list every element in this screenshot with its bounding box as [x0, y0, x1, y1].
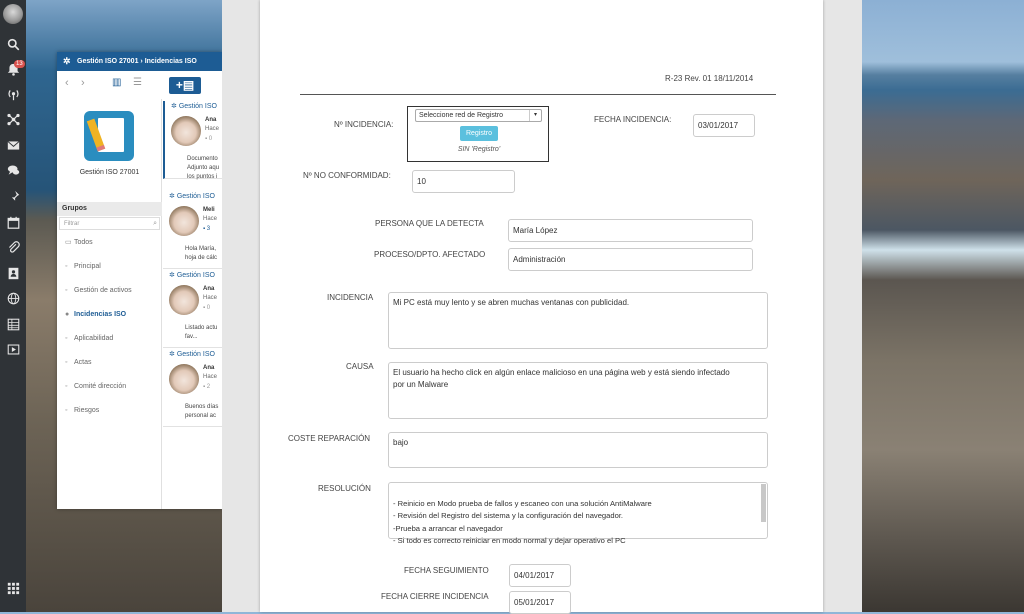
registro-select-value: Seleccione red de Registro: [419, 112, 504, 119]
resolucion-label: RESOLUCIÓN: [318, 484, 371, 493]
post-group: ✲ Gestión ISO: [169, 351, 215, 358]
groups-column: [57, 99, 162, 509]
post-time: Hace: [203, 216, 218, 222]
post-excerpt: Documento Adjunto aqu los puntos i: [187, 156, 220, 180]
group-item-actas[interactable]: ◦ Actas: [65, 356, 92, 370]
post-time: Hace: [203, 374, 218, 380]
user-avatar[interactable]: [3, 4, 23, 24]
registro-button[interactable]: Registro: [460, 126, 498, 141]
post-time: Hace: [205, 126, 220, 132]
resolucion-textarea[interactable]: [388, 482, 768, 545]
comment-count: ▪ 0: [205, 136, 213, 142]
list-item[interactable]: [163, 270, 222, 348]
post-time: Hace: [203, 295, 218, 301]
avatar: [171, 116, 201, 146]
post-author: Ana: [203, 286, 215, 292]
revision-code: R-23 Rev. 01 18/11/2014: [665, 74, 754, 83]
group-item-principal[interactable]: ◦ Principal: [65, 260, 101, 274]
group-item-comite[interactable]: ◦ Comité dirección: [65, 380, 126, 394]
chat-icon[interactable]: [0, 162, 26, 180]
causa-label: CAUSA: [346, 362, 374, 371]
contact-icon[interactable]: [0, 265, 26, 283]
group-dot-icon: ◦: [65, 383, 68, 390]
post-author: Ana: [203, 365, 215, 371]
app-logo: [84, 111, 134, 161]
comment-count: ▪ 2: [203, 384, 211, 390]
group-dot-icon: ◦: [65, 263, 68, 270]
apps-grid-icon[interactable]: [0, 580, 26, 598]
calendar-icon[interactable]: [0, 214, 26, 232]
mail-icon[interactable]: [0, 137, 26, 155]
breadcrumb[interactable]: Gestión ISO 27001 › Incidencias ISO: [77, 58, 197, 65]
proceso-label: PROCESO/DPTO. AFECTADO: [374, 250, 486, 259]
network-icon[interactable]: [0, 111, 26, 129]
posts-column: [163, 99, 222, 509]
incidencia-number-label: Nº INCIDENCIA:: [334, 120, 394, 129]
proceso-field[interactable]: Administración: [508, 248, 753, 271]
list-item[interactable]: [163, 101, 222, 179]
back-arrow-icon[interactable]: ‹: [65, 77, 69, 89]
coste-textarea[interactable]: bajo: [388, 432, 768, 468]
registro-box: [407, 106, 549, 162]
post-group: ✲ Gestión ISO: [169, 272, 215, 279]
fecha-cierre-label: FECHA CIERRE INCIDENCIA: [381, 592, 489, 601]
incidencia-textarea[interactable]: Mi PC está muy lento y se abren muchas ventanas con publicidad.: [388, 292, 768, 349]
divider: [300, 94, 776, 95]
registro-select[interactable]: [415, 109, 542, 122]
comment-count: ▪ 3: [203, 226, 211, 232]
group-item-gestion-activos[interactable]: ◦ Gestión de activos: [65, 284, 132, 298]
causa-textarea[interactable]: El usuario ha hecho click en algún enlace malicioso en una página web y está siendo infectado por un Malware: [388, 362, 768, 419]
app-header: [57, 52, 222, 71]
avatar: [169, 285, 199, 315]
coste-label: COSTE REPARACIÓN: [288, 434, 371, 443]
scrollbar[interactable]: [761, 484, 766, 522]
chevron-down-icon: ▾: [529, 110, 541, 121]
persona-field[interactable]: María López: [508, 219, 753, 242]
incident-form-document: [260, 0, 823, 612]
group-dot-icon: ◦: [65, 359, 68, 366]
inbox-icon: ▭: [65, 239, 72, 246]
fecha-cierre-field[interactable]: 05/01/2017: [509, 591, 571, 614]
post-excerpt: Hola María, hoja de cálc: [185, 246, 218, 261]
broadcast-icon[interactable]: [0, 86, 26, 104]
fecha-seguimiento-field[interactable]: 04/01/2017: [509, 564, 571, 587]
filter-placeholder: Filtrar: [64, 221, 80, 227]
left-icon-bar: [0, 0, 26, 612]
fecha-incidencia-field[interactable]: 03/01/2017: [693, 114, 755, 137]
avatar: [169, 364, 199, 394]
incidencia-text-label: INCIDENCIA: [327, 293, 374, 302]
groups-filter-input[interactable]: [59, 217, 160, 230]
network-icon: ✲: [63, 56, 71, 66]
group-item-incidencias-iso[interactable]: ● Incidencias ISO: [65, 308, 126, 322]
play-icon[interactable]: [0, 341, 26, 359]
paperclip-icon[interactable]: [0, 239, 26, 257]
group-item-riesgos[interactable]: ◦ Riesgos: [65, 404, 99, 418]
group-dot-icon: ●: [65, 311, 70, 318]
desktop-background-right: [862, 0, 1024, 612]
group-item-aplicabilidad[interactable]: ◦ Aplicabilidad: [65, 332, 113, 346]
comment-count: ▪ 0: [203, 305, 211, 311]
groups-title: Grupos: [57, 202, 162, 216]
resolucion-text: - Reinicio en Modo prueba de fallos y escaneo con una solución AntiMalware - Revisión del Registro del sistema y la configuración del navegador. -Prueba a arrancar el navegador - Si todo es correcto reiniciar en modo normal y dejar operativo el PC: [393, 498, 652, 545]
avatar: [169, 206, 199, 236]
post-excerpt: Buenos días personal ac: [185, 404, 219, 419]
new-post-button[interactable]: +▤: [169, 77, 201, 94]
app-toolbar: [57, 74, 222, 98]
post-excerpt: Listado actu fav...: [185, 325, 218, 340]
list-item[interactable]: [163, 191, 222, 269]
pin-icon[interactable]: [0, 188, 26, 206]
persona-label: PERSONA QUE LA DETECTA: [375, 219, 484, 228]
globe-icon[interactable]: [0, 290, 26, 308]
no-conformidad-field[interactable]: 10: [412, 170, 515, 193]
app-name[interactable]: Gestión ISO 27001: [79, 169, 140, 176]
sin-registro-text: SIN 'Registro': [457, 146, 501, 153]
post-group: ✲ Gestión ISO: [169, 193, 215, 200]
group-dot-icon: ◦: [65, 287, 68, 294]
list-item[interactable]: [163, 349, 222, 427]
group-dot-icon: ◦: [65, 335, 68, 342]
list-view-icon[interactable]: ☰: [133, 77, 142, 88]
table-icon[interactable]: [0, 316, 26, 334]
fecha-incidencia-label: FECHA INCIDENCIA:: [594, 115, 672, 124]
view-toggle-icon[interactable]: ▥: [112, 77, 122, 88]
post-author: Meli: [203, 207, 215, 213]
search-icon[interactable]: [0, 36, 26, 54]
forward-arrow-icon[interactable]: ›: [81, 77, 85, 89]
iso-app-panel: [57, 52, 222, 509]
fecha-seguimiento-label: FECHA SEGUIMIENTO: [404, 566, 489, 575]
no-conformidad-label: Nº NO CONFORMIDAD:: [303, 171, 391, 180]
group-dot-icon: ◦: [65, 407, 68, 414]
search-icon: ⌕: [153, 220, 157, 227]
post-author: Ana: [205, 117, 217, 123]
post-group: ✲ Gestión ISO: [171, 103, 217, 110]
notification-badge: 13: [16, 61, 23, 67]
group-item-todos[interactable]: ▭ Todos: [65, 236, 93, 250]
